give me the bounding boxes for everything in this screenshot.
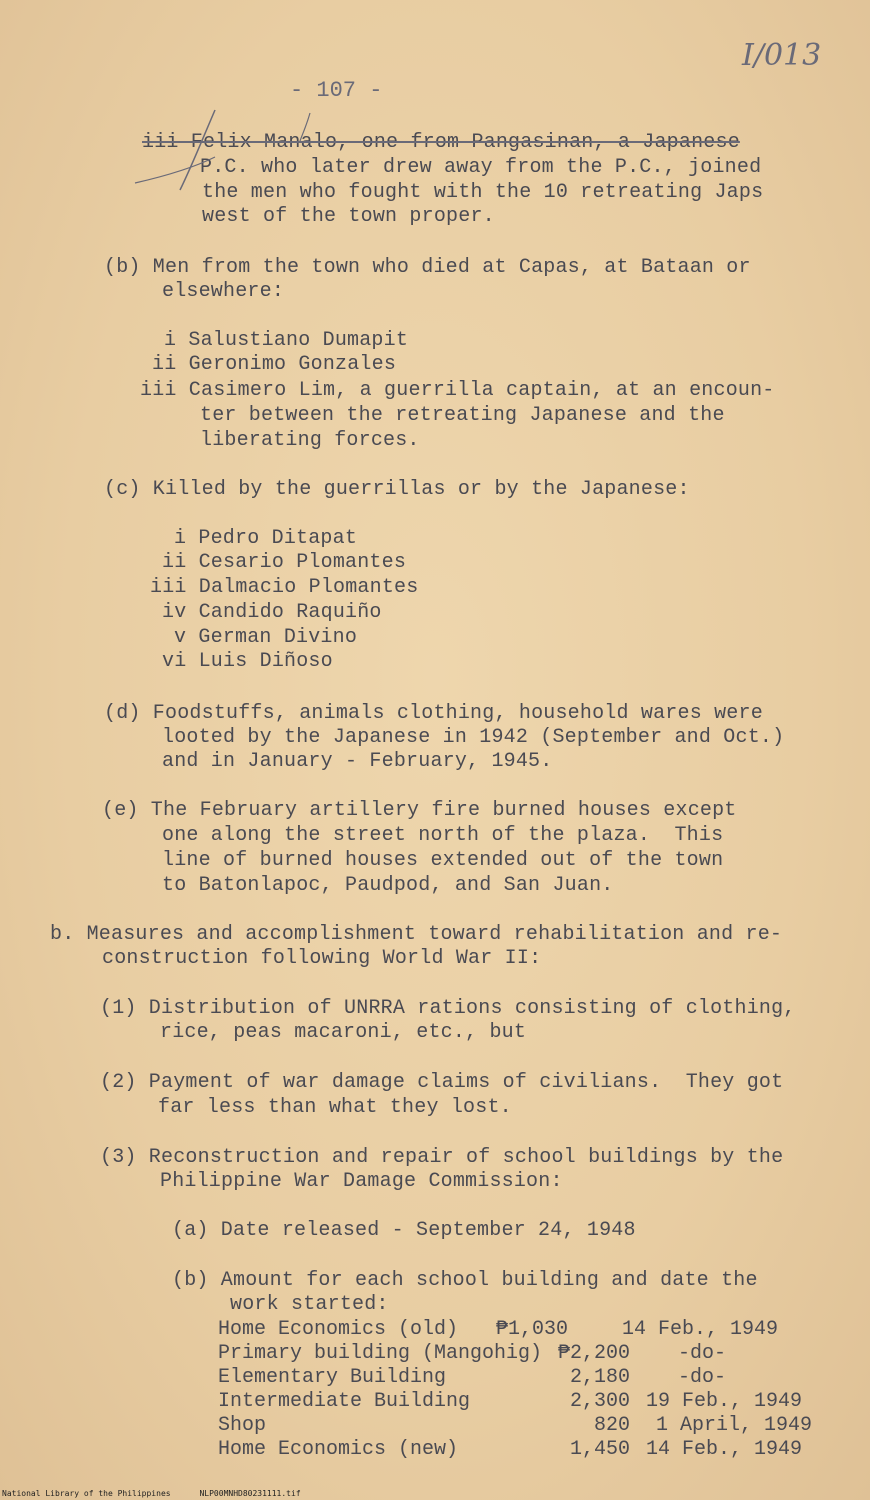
rehab-item-1-line-2: rice, peas macaroni, etc., but xyxy=(160,1021,527,1044)
footer-file: NLP00MNHD80231111.tif xyxy=(199,1489,301,1498)
scan-footer xyxy=(2,1489,301,1499)
rehab-item-3-line-1: (3) Reconstruction and repair of school buildings by the xyxy=(100,1146,784,1169)
section-e-line-4: to Batonlapoc, Paudpod, and San Juan. xyxy=(162,874,614,897)
handwritten-strike-mark xyxy=(130,105,360,195)
casualty-iii-line-4: west of the town proper. xyxy=(202,205,495,228)
rehab-sub-b-line-1: (b) Amount for each school building and date the xyxy=(172,1269,758,1292)
section-e-line-1: (e) The February artillery fire burned houses except xyxy=(102,799,737,822)
rehab-heading-line-1: b. Measures and accomplishment toward rehabilitation and re- xyxy=(50,923,783,946)
rehab-item-3-line-2: Philippine War Damage Commission: xyxy=(160,1170,563,1193)
section-c-name-5: v German Divino xyxy=(174,626,358,649)
section-c-name-2: ii Cesario Plomantes xyxy=(162,551,407,574)
section-b-name-3-cont-1: ter between the retreating Japanese and the xyxy=(200,404,725,427)
section-b-line-2: elsewhere: xyxy=(162,280,285,303)
section-d-line-1: (d) Foodstuffs, animals clothing, household wares were xyxy=(104,702,763,725)
section-c-name-1: i Pedro Ditapat xyxy=(174,527,358,550)
building-amount: 2,300 xyxy=(570,1390,631,1413)
section-b-line-1: (b) Men from the town who died at Capas, at Bataan or xyxy=(104,256,751,279)
building-name: Primary building (Mangohig) xyxy=(218,1342,543,1365)
section-d-line-2: looted by the Japanese in 1942 (September and Oct.) xyxy=(162,726,785,749)
building-name: Home Economics (new) xyxy=(218,1438,459,1461)
section-b-name-3-cont-2: liberating forces. xyxy=(200,429,420,452)
building-amount: 2,180 xyxy=(570,1366,631,1389)
rehab-item-1-line-1: (1) Distribution of UNRRA rations consisting of clothing, xyxy=(100,997,796,1020)
building-name: Home Economics (old) xyxy=(218,1318,459,1341)
casualty-iii-line-3: the men who fought with the 10 retreating Japs xyxy=(202,181,764,204)
footer-source: National Library of the Philippines xyxy=(2,1489,171,1498)
building-date: -do- xyxy=(678,1342,727,1365)
rehab-sub-b-line-2: work started: xyxy=(230,1293,389,1316)
building-amount: 1,450 xyxy=(570,1438,631,1461)
section-c-heading: (c) Killed by the guerrillas or by the Japanese: xyxy=(104,478,690,501)
section-e-line-3: line of burned houses extended out of the town xyxy=(162,849,724,872)
section-c-name-4: iv Candido Raquiño xyxy=(162,601,382,624)
building-name: Intermediate Building xyxy=(218,1390,471,1413)
building-date: 19 Feb., 1949 xyxy=(646,1390,803,1413)
rehab-heading-line-2: construction following World War II: xyxy=(102,947,542,970)
building-amount: 820 xyxy=(594,1414,631,1437)
rehab-sub-a: (a) Date released - September 24, 1948 xyxy=(172,1219,636,1242)
section-c-name-6: vi Luis Diñoso xyxy=(162,650,333,673)
section-b-name-3: iii Casimero Lim, a guerrilla captain, at an encoun- xyxy=(140,379,775,402)
page-number: - 107 - xyxy=(290,78,383,103)
building-date: 1 April, 1949 xyxy=(656,1414,813,1437)
section-b-name-2: ii Geronimo Gonzales xyxy=(152,353,397,376)
building-amount: ₱1,030 xyxy=(496,1318,569,1341)
section-d-line-3: and in January - February, 1945. xyxy=(162,750,553,773)
building-date: -do- xyxy=(678,1366,727,1389)
building-name: Elementary Building xyxy=(218,1366,447,1389)
rehab-item-2-line-1: (2) Payment of war damage claims of civilians. They got xyxy=(100,1071,784,1094)
building-amount: ₱2,200 xyxy=(558,1342,631,1365)
rehab-item-2-line-2: far less than what they lost. xyxy=(158,1096,512,1119)
casualty-iii-line-2: P.C. who later drew away from the P.C., joined xyxy=(200,156,762,179)
building-date: 14 Feb., 1949 xyxy=(646,1438,803,1461)
section-b-name-1: i Salustiano Dumapit xyxy=(164,329,409,352)
archive-reference: I/013 xyxy=(742,38,822,73)
section-c-name-3: iii Dalmacio Plomantes xyxy=(150,576,419,599)
building-name: Shop xyxy=(218,1414,267,1437)
section-e-line-2: one along the street north of the plaza. This xyxy=(162,824,724,847)
building-date: 14 Feb., 1949 xyxy=(622,1318,779,1341)
casualty-iii-line-1: iii Felix Manalo, one from Pangasinan, a Japanese xyxy=(142,131,740,154)
